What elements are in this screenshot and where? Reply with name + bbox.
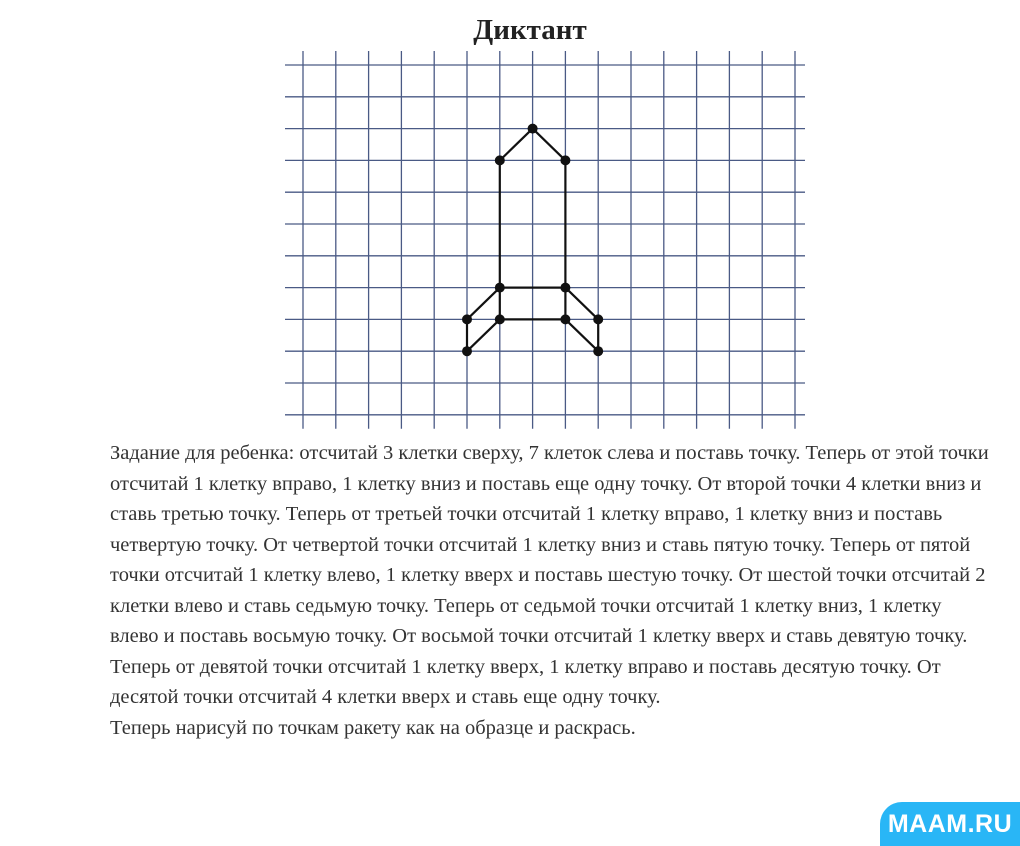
- rocket-segment: [533, 129, 566, 161]
- task-paragraph: Задание для ребенка: отсчитай 3 клетки сверху, 7 клеток слева и поставь точку. Теперь от этой точки отсчитай 1 клетку вправо, 1 клетку вниз и поставь еще одну точку. От второй точки 4 клетки вниз и ставь третью точку. Теперь от третьей точки отсчитай 1 клетку вправо, 1 клетку вниз и поставь четвертую точку. От четвертой точки отсчитай 1 клетку вниз и ставь пятую точку. Теперь от пятой точки отсчитай 1 клетку влево, 1 клетку вверх и поставь шестую точку. От шестой точки отсчитай 2 клетки влево и ставь седьмую точку. Теперь от седьмой точки отсчитай 1 клетку вниз, 1 клетку влево и поставь восьмую точку. От восьмой точки отсчитай 1 клетку вверх и ставь девятую точку. Теперь от девятой точки отсчитай 1 клетку вверх, 1 клетку вправо и поставь десятую точку. От десятой точки отсчитай 4 клетки вверх и ставь еще одну точку.: [110, 442, 989, 708]
- rocket-point: [593, 346, 603, 356]
- site-logo: MAAM.RU: [880, 802, 1020, 846]
- rocket-point: [560, 155, 570, 165]
- rocket-point: [495, 283, 505, 293]
- rocket-point: [560, 314, 570, 324]
- page-title: Диктант: [473, 14, 587, 46]
- rocket-point: [462, 314, 472, 324]
- rocket-segment: [467, 288, 500, 320]
- rocket-point: [593, 314, 603, 324]
- grid-lines: [285, 51, 805, 429]
- task-paragraph-final: Теперь нарисуй по точкам ракету как на образце и раскрась.: [110, 716, 636, 739]
- rocket-segment: [500, 129, 533, 161]
- rocket-point: [462, 346, 472, 356]
- rocket-point: [495, 155, 505, 165]
- task-text: [110, 438, 990, 743]
- rocket-point: [560, 283, 570, 293]
- rocket-segment: [565, 288, 598, 320]
- rocket-segment: [467, 319, 500, 351]
- rocket-segment: [565, 319, 598, 351]
- rocket-point: [495, 314, 505, 324]
- rocket-point: [528, 124, 538, 134]
